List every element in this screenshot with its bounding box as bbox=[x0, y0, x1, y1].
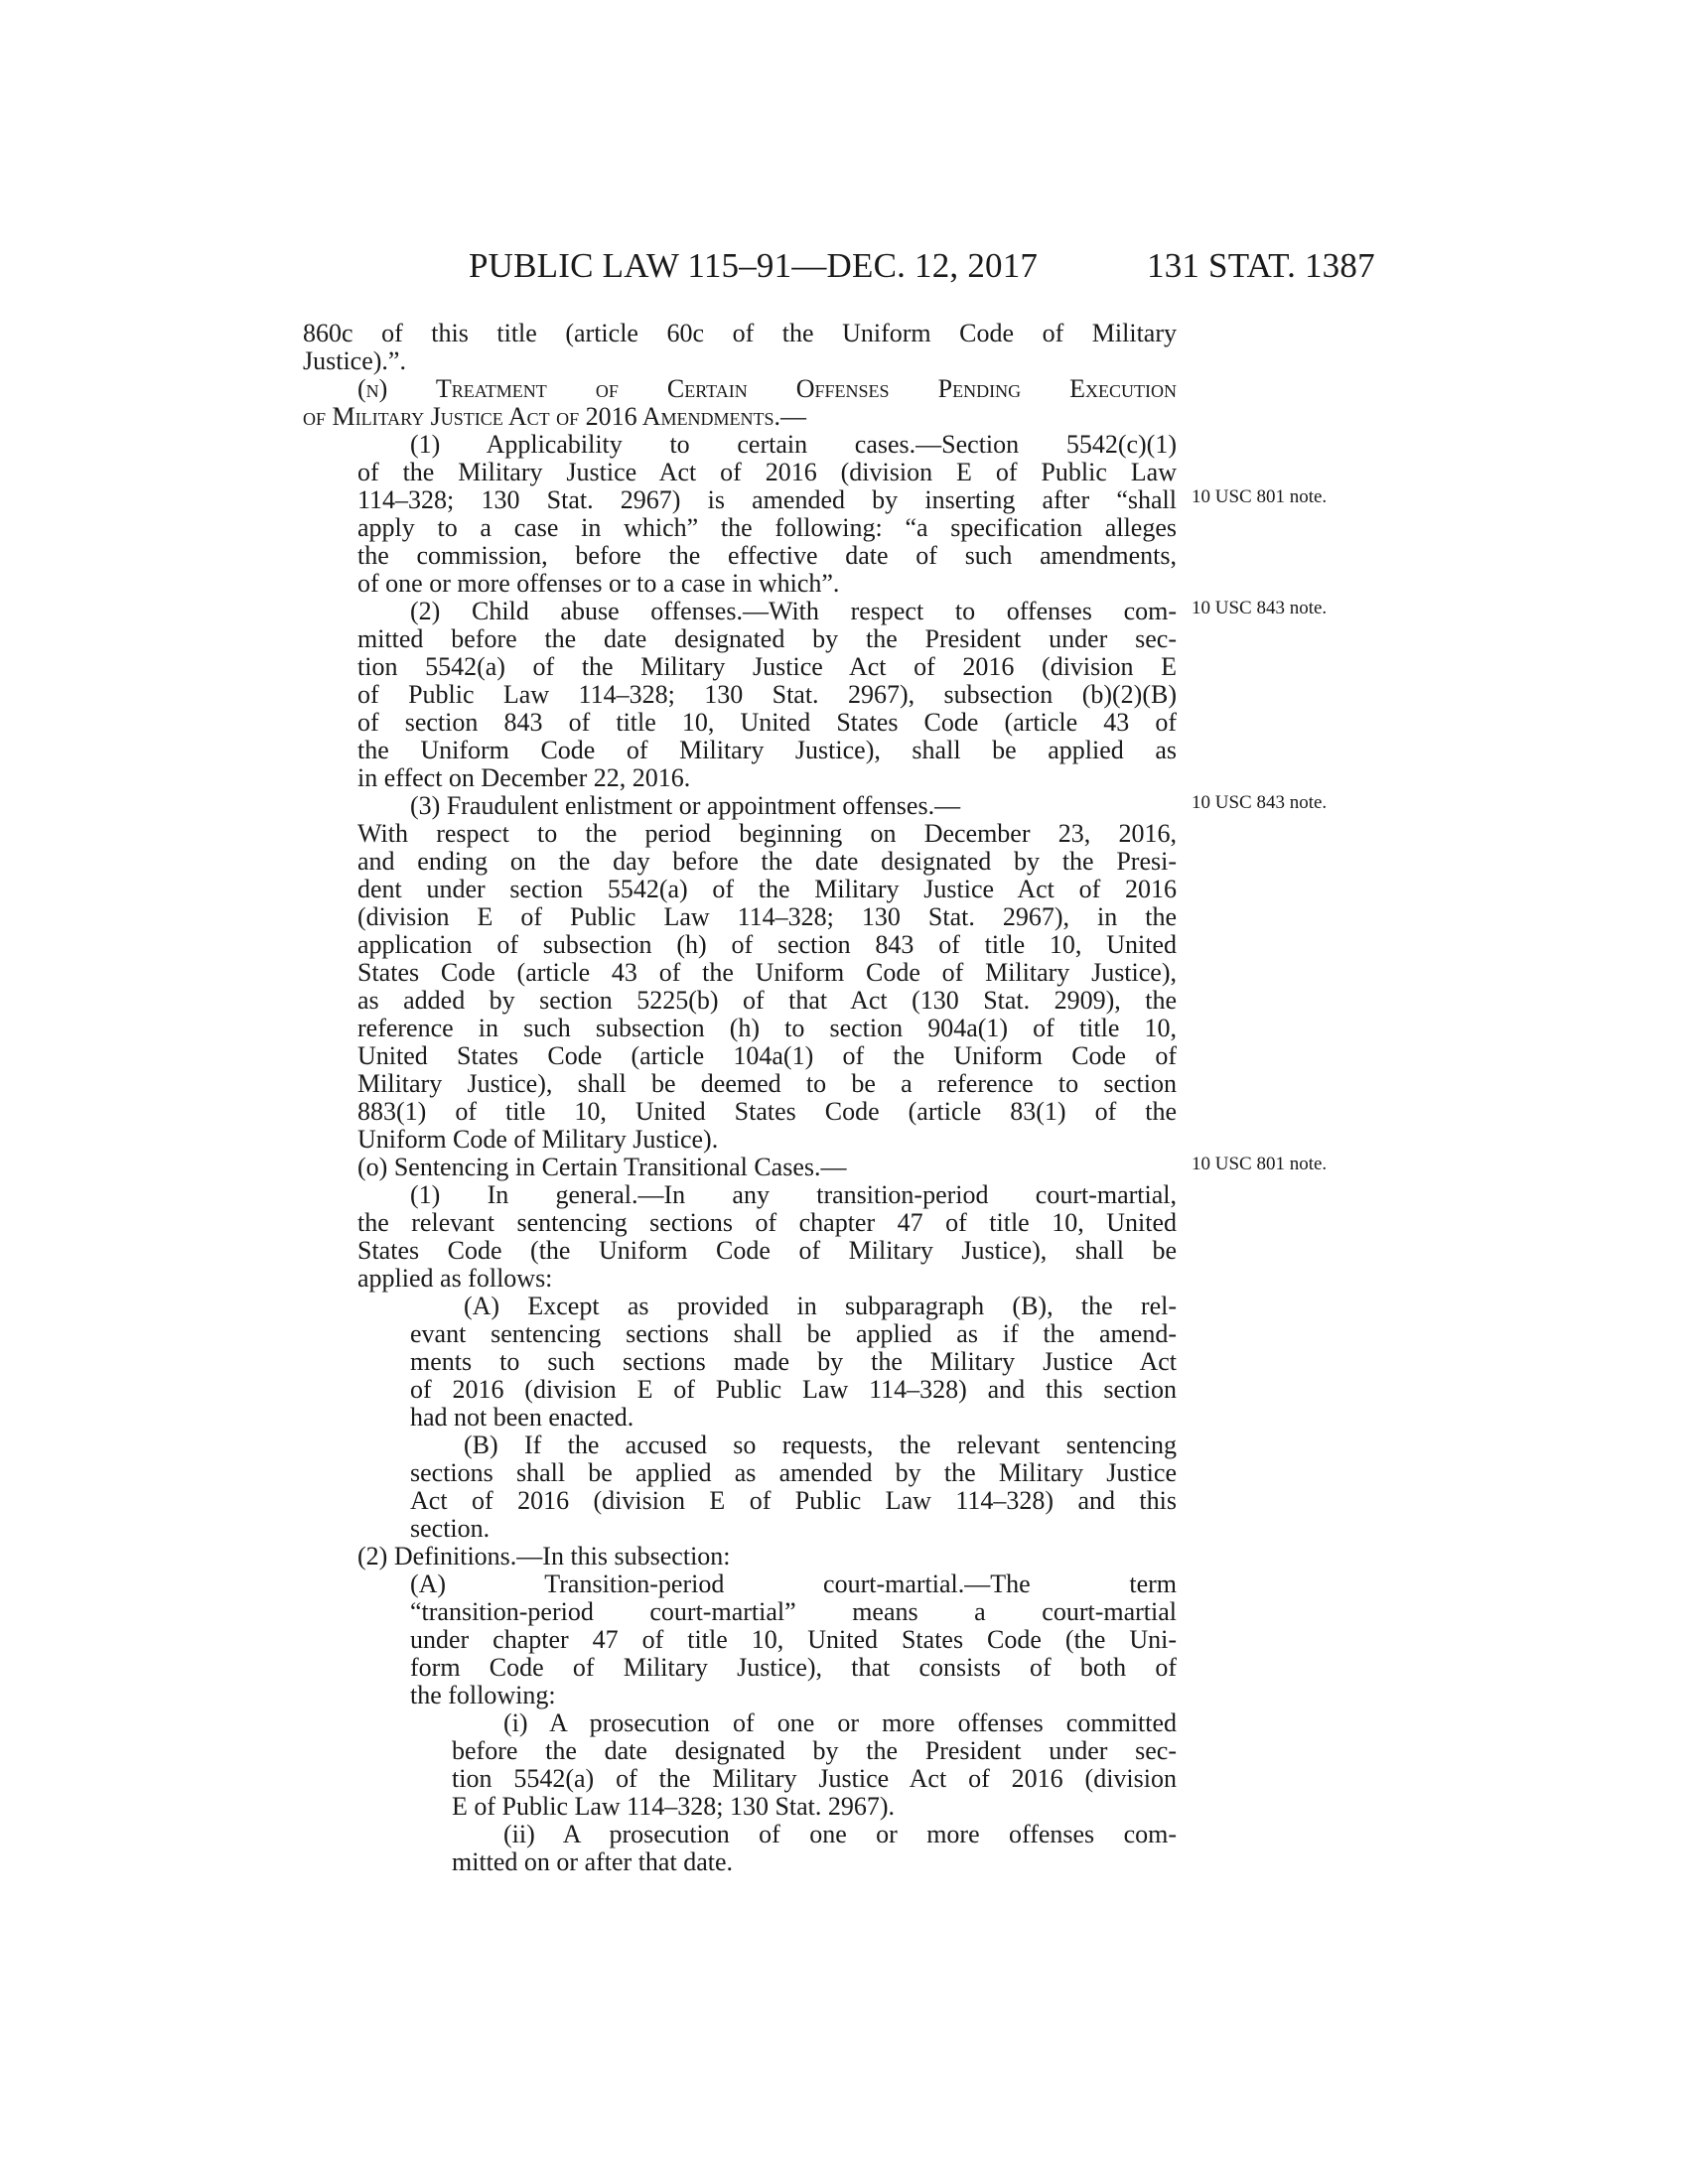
body-text bbox=[303, 320, 1177, 1876]
text-line: mitted on or after that date. bbox=[452, 1848, 734, 1876]
text-line: States Code (the Uniform Code of Military Justice), shall be bbox=[357, 1237, 1177, 1265]
text-line: of one or more offenses or to a case in which”. bbox=[357, 570, 840, 598]
text-line: Act of 2016 (division E of Public Law 114–328) and this bbox=[410, 1487, 1177, 1515]
text-line: section. bbox=[410, 1515, 491, 1543]
text-line: States Code (article 43 of the Uniform Code of Military Justice), bbox=[357, 959, 1177, 987]
text-line: form Code of Military Justice), that consists of both of bbox=[410, 1654, 1177, 1682]
text-line: of section 843 of title 10, United States Code (article 43 of bbox=[357, 709, 1177, 737]
subsection-heading: (o) Sentencing in Certain Transitional Cases.— bbox=[357, 1154, 847, 1181]
text-line: (i) A prosecution of one or more offenses committed bbox=[503, 1709, 1177, 1737]
running-header-title: PUBLIC LAW 115–91—DEC. 12, 2017 bbox=[469, 246, 1039, 285]
text-line: Uniform Code of Military Justice). bbox=[357, 1126, 719, 1154]
text-line: reference in such subsection (h) to section 904a(1) of title 10, bbox=[357, 1015, 1177, 1042]
text-line: (A) Transition-period court-martial.—The term bbox=[410, 1570, 1177, 1598]
text-line: of Public Law 114–328; 130 Stat. 2967), subsection (b)(2)(B) bbox=[357, 681, 1177, 709]
text-line: had not been enacted. bbox=[410, 1404, 634, 1432]
text-line: as added by section 5225(b) of that Act (130 Stat. 2909), the bbox=[357, 987, 1177, 1015]
text-line: (1) In general.—In any transition-period court-martial, bbox=[410, 1181, 1177, 1209]
text-line: E of Public Law 114–328; 130 Stat. 2967). bbox=[452, 1793, 896, 1821]
text-line: United States Code (article 104a(1) of the Uniform Code of bbox=[357, 1042, 1177, 1070]
text-line: the Uniform Code of Military Justice), shall be applied as bbox=[357, 737, 1177, 764]
text-line: 883(1) of title 10, United States Code (article 83(1) of the bbox=[357, 1098, 1177, 1126]
text-line: (2) Definitions.—In this subsection: bbox=[357, 1543, 731, 1570]
text-line: (ii) A prosecution of one or more offenses com- bbox=[503, 1821, 1177, 1848]
text-line: and ending on the day before the date designated by the Presi- bbox=[357, 848, 1177, 876]
text-line: evant sentencing sections shall be applied as if the amend- bbox=[410, 1320, 1177, 1348]
text-line: Justice).”. bbox=[303, 347, 406, 375]
margin-note: 10 USC 843 note. bbox=[1192, 598, 1328, 618]
running-header-page-ref: 131 STAT. 1387 bbox=[1147, 246, 1375, 285]
text-line: of the Military Justice Act of 2016 (division E of Public Law bbox=[357, 459, 1177, 486]
text-line: (division E of Public Law 114–328; 130 Stat. 2967), in the bbox=[357, 903, 1177, 931]
text-line: applied as follows: bbox=[357, 1265, 553, 1293]
text-line: Military Justice), shall be deemed to be a reference to section bbox=[357, 1070, 1177, 1098]
margin-note: 10 USC 801 note. bbox=[1192, 486, 1328, 507]
margin-note: 10 USC 843 note. bbox=[1192, 792, 1328, 813]
text-line: ments to such sections made by the Military Justice Act bbox=[410, 1348, 1177, 1376]
text-line: “transition-period court-martial” means a court-martial bbox=[410, 1598, 1177, 1626]
text-line: of 2016 (division E of Public Law 114–328) and this section bbox=[410, 1376, 1177, 1404]
text-line: 114–328; 130 Stat. 2967) is amended by inserting after “shall bbox=[357, 486, 1177, 514]
text-line: apply to a case in which” the following: “a specification alleges bbox=[357, 514, 1177, 542]
text-line: 860c of this title (article 60c of the Uniform Code of Military bbox=[303, 320, 1177, 347]
text-line: (3) Fraudulent enlistment or appointment offenses.— bbox=[410, 792, 961, 820]
text-line: With respect to the period beginning on December 23, 2016, bbox=[357, 820, 1177, 848]
text-line: (2) Child abuse offenses.—With respect to offenses com- bbox=[410, 598, 1177, 625]
text-line: sections shall be applied as amended by the Military Justice bbox=[410, 1459, 1177, 1487]
text-line: the relevant sentencing sections of chapter 47 of title 10, United bbox=[357, 1209, 1177, 1237]
subsection-heading: of Military Justice Act of 2016 Amendments.— bbox=[303, 403, 806, 431]
text-line: the following: bbox=[410, 1682, 556, 1709]
text-line: dent under section 5542(a) of the Military Justice Act of 2016 bbox=[357, 876, 1177, 903]
margin-note: 10 USC 801 note. bbox=[1192, 1154, 1328, 1174]
text-line: (B) If the accused so requests, the relevant sentencing bbox=[464, 1432, 1177, 1459]
text-line: mitted before the date designated by the President under sec- bbox=[357, 625, 1177, 653]
text-line: the commission, before the effective date of such amendments, bbox=[357, 542, 1177, 570]
text-line: in effect on December 22, 2016. bbox=[357, 764, 691, 792]
text-line: tion 5542(a) of the Military Justice Act of 2016 (division E bbox=[357, 653, 1177, 681]
text-line: (A) Except as provided in subparagraph (B), the rel- bbox=[464, 1293, 1177, 1320]
text-line: tion 5542(a) of the Military Justice Act of 2016 (division bbox=[452, 1765, 1177, 1793]
text-line: application of subsection (h) of section 843 of title 10, United bbox=[357, 931, 1177, 959]
text-line: before the date designated by the President under sec- bbox=[452, 1737, 1177, 1765]
text-line: under chapter 47 of title 10, United States Code (the Uni- bbox=[410, 1626, 1177, 1654]
subsection-heading: (n) Treatment of Certain Offenses Pending Execution bbox=[357, 375, 1177, 403]
text-line: (1) Applicability to certain cases.—Section 5542(c)(1) bbox=[410, 431, 1177, 459]
